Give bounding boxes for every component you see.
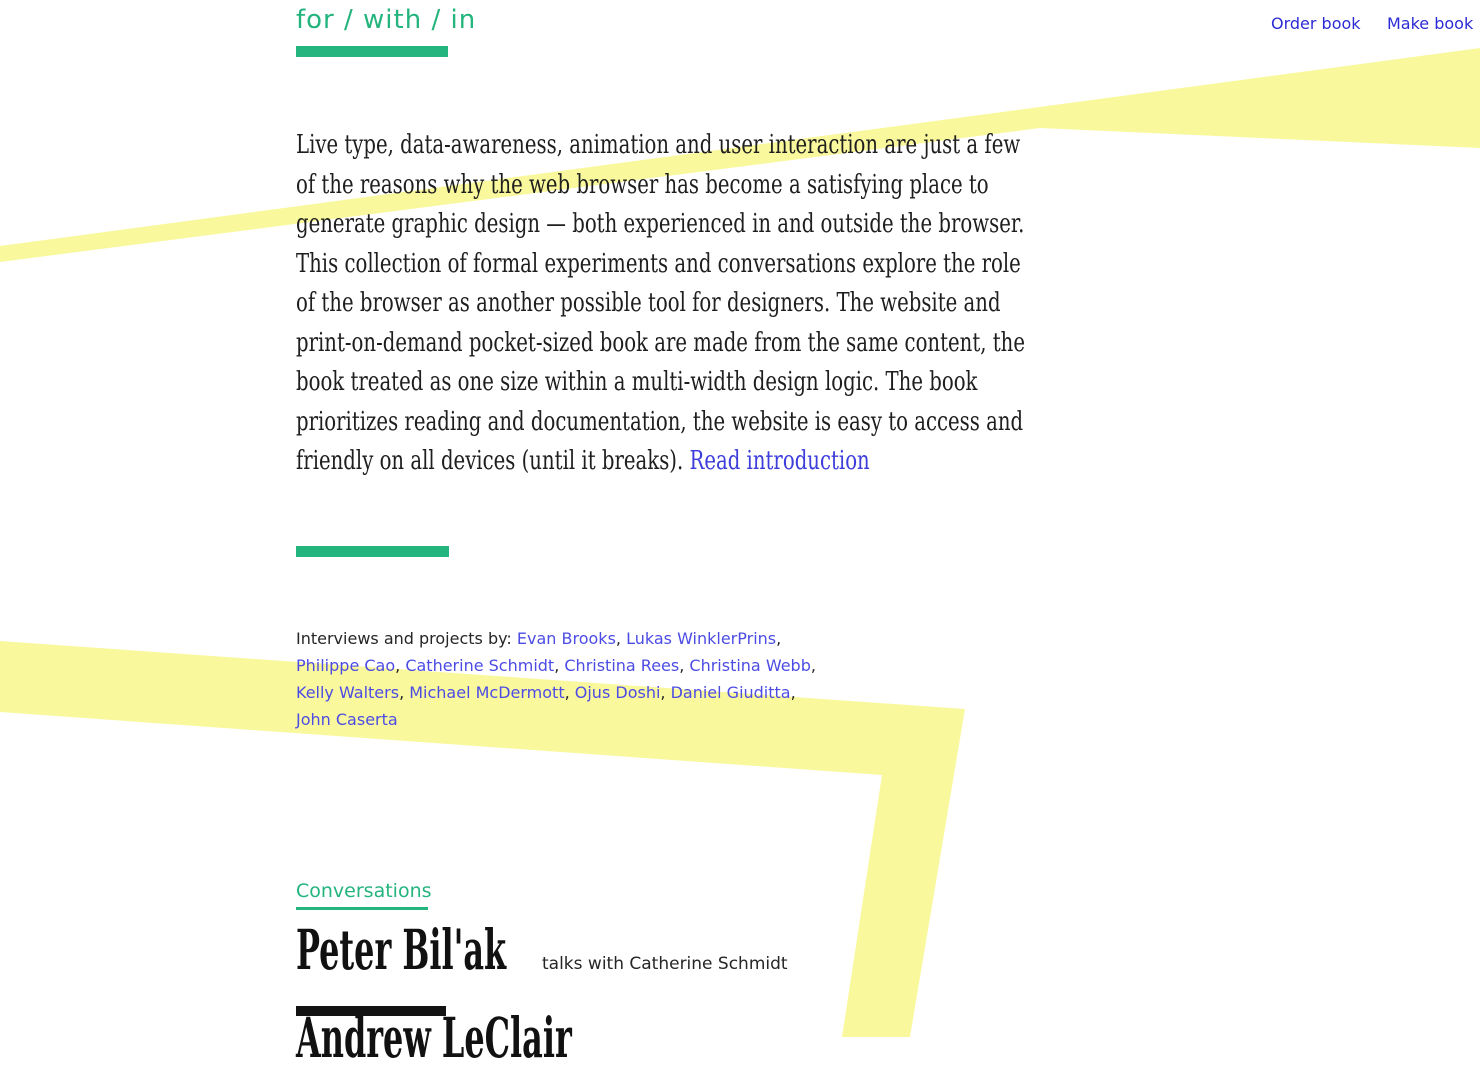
site-title-link[interactable]: for / with / in: [296, 5, 477, 35]
intro-text: Live type, data-awareness, animation and user interaction are just a few of the reasons why the web browser has become a satisfying place to generate graphic design — both experienced in and outside the browser. This collection of formal experiments and conversations explore the role of the browser as another possible tool for designers. The website and print-on-demand pocket-sized book are made from the same content, the book treated as one size within a multi-width design logic. The book prioritizes reading and documentation, the website is easy to access and friendly on all devices (until it breaks).: [296, 130, 1025, 476]
byline-name-link[interactable]: Ojus Doshi: [574, 683, 661, 702]
conversation-name-link[interactable]: Peter Bil'ak: [296, 917, 507, 982]
nav-order-book-link[interactable]: Order book: [1271, 14, 1361, 33]
byline: [296, 625, 936, 733]
byline-name-link[interactable]: John Caserta: [296, 710, 398, 729]
conversation-subtitle: talks with Catherine Schmidt: [542, 954, 788, 974]
byline-name-link[interactable]: Lukas WinklerPrins: [626, 629, 777, 648]
conversations-underline: [296, 907, 428, 910]
byline-name-link[interactable]: Catherine Schmidt: [405, 656, 555, 675]
byline-name-link[interactable]: Michael McDermott: [409, 683, 565, 702]
byline-name-link[interactable]: Daniel Giuditta: [670, 683, 791, 702]
conversations-section-label: Conversations: [296, 880, 432, 902]
nav-make-book-link[interactable]: Make book: [1387, 14, 1474, 33]
byline-name-link[interactable]: Kelly Walters: [296, 683, 400, 702]
byline-names: Evan Brooks, Lukas WinklerPrins, Philippe Cao, Catherine Schmidt, Christina Rees, Christina Webb, Kelly Walters, Michael McDermott, Ojus Doshi, Daniel Giuditta, John Caserta: [296, 629, 816, 729]
read-introduction-link[interactable]: Read introduction: [689, 446, 870, 476]
byline-name-link[interactable]: Philippe Cao: [296, 656, 396, 675]
intro-paragraph: [296, 126, 1042, 482]
conversation-entry: [296, 917, 788, 982]
conversation-name-link[interactable]: Andrew LeClair: [296, 1005, 572, 1070]
byline-name-link[interactable]: Christina Webb: [689, 656, 811, 675]
section-divider-bar: [296, 546, 449, 557]
byline-name-link[interactable]: Evan Brooks: [516, 629, 616, 648]
conversation-entry: [296, 1005, 572, 1070]
title-underline-bar: [296, 46, 448, 57]
byline-prefix: Interviews and projects by:: [296, 629, 512, 648]
byline-name-link[interactable]: Christina Rees: [564, 656, 680, 675]
